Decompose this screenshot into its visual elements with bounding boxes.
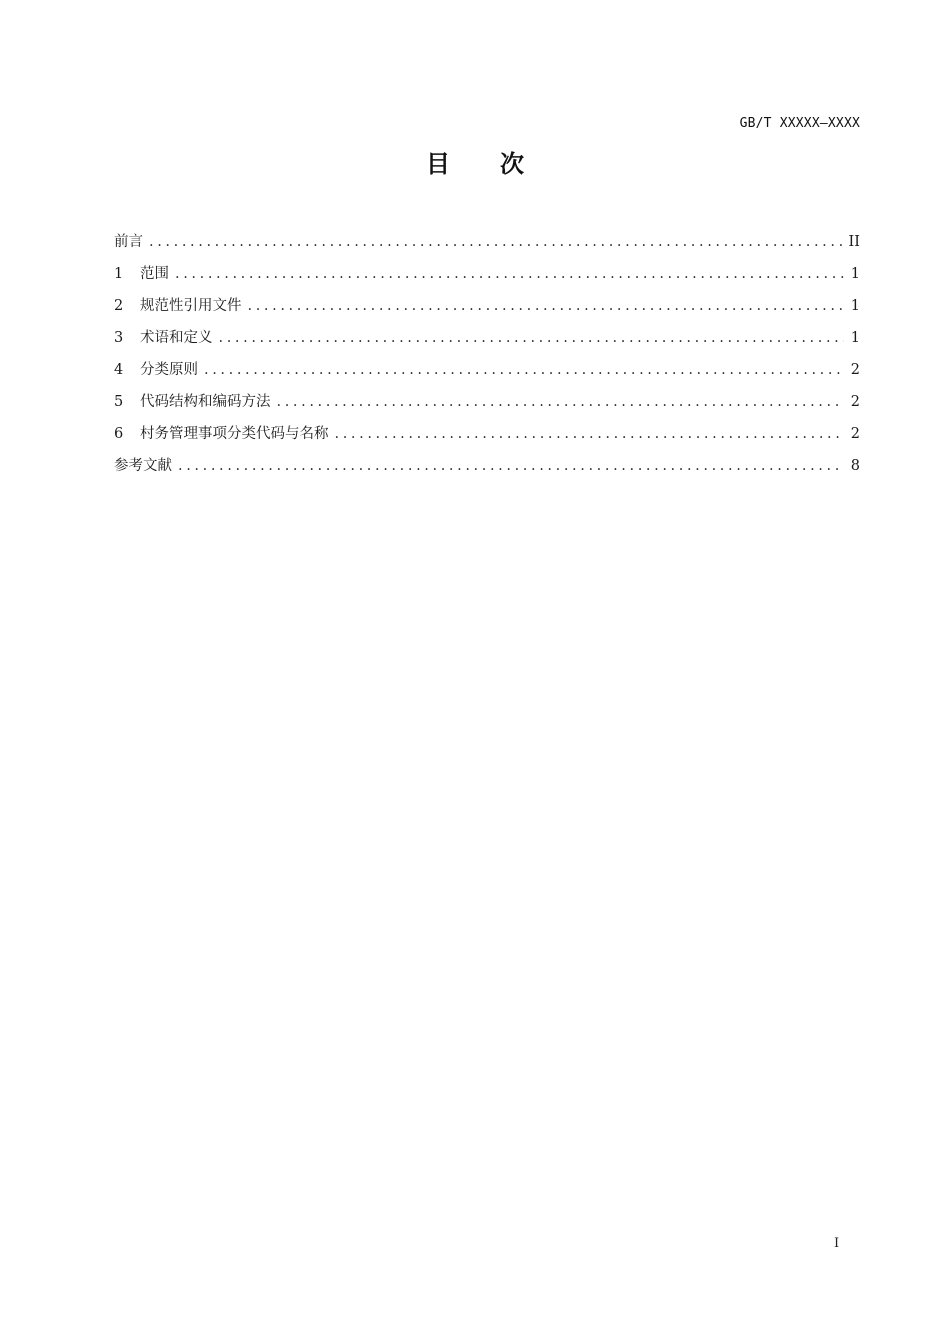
- toc-page-number: 2: [850, 394, 860, 410]
- toc-entry-label: 范围: [140, 266, 169, 282]
- toc-entry-bibliography[interactable]: [114, 454, 860, 486]
- toc-entry-label: 代码结构和编码方法: [140, 394, 271, 410]
- toc-page-number: 1: [850, 330, 860, 346]
- toc-dot-leader: [204, 358, 844, 382]
- toc-entry-label: 前言: [114, 234, 143, 250]
- page-title-char-1: 目: [426, 150, 450, 178]
- toc-entry-code-structure[interactable]: [114, 390, 860, 422]
- page-title: [0, 144, 950, 179]
- toc-entry-terms-definitions[interactable]: [114, 326, 860, 358]
- toc-entry-label: 术语和定义: [140, 330, 213, 346]
- page-title-char-2: 次: [500, 150, 524, 178]
- toc-entry-normative-references[interactable]: [114, 294, 860, 326]
- toc-page-number: 8: [850, 458, 860, 474]
- toc-entry-label: 村务管理事项分类代码与名称: [140, 426, 329, 442]
- toc-entry-scope[interactable]: [114, 262, 860, 294]
- toc-entry-classification-codes[interactable]: [114, 422, 860, 454]
- toc-dot-leader: [219, 326, 845, 350]
- toc-dot-leader: [178, 454, 844, 478]
- toc-dot-leader: [277, 390, 845, 414]
- standard-code: GB/T XXXXX—XXXX: [739, 116, 860, 131]
- toc-entry-number: 5: [114, 394, 124, 410]
- page-number: I: [834, 1236, 840, 1251]
- toc-entry-label: 规范性引用文件: [140, 298, 242, 314]
- toc-dot-leader: [175, 262, 844, 286]
- toc-entry-label: 分类原则: [140, 362, 198, 378]
- toc-entry-number: 6: [114, 426, 124, 442]
- toc-entry-number: 1: [114, 266, 124, 282]
- toc-entry-label: 参考文献: [114, 458, 172, 474]
- toc-page-number: II: [848, 234, 860, 250]
- toc-dot-leader: [248, 294, 845, 318]
- table-of-contents: [114, 230, 860, 486]
- toc-entry-number: 2: [114, 298, 124, 314]
- toc-page-number: 2: [850, 426, 860, 442]
- toc-page-number: 1: [850, 266, 860, 282]
- toc-entry-foreword[interactable]: [114, 230, 860, 262]
- toc-page-number: 1: [850, 298, 860, 314]
- toc-dot-leader: [149, 230, 843, 254]
- toc-dot-leader: [335, 422, 845, 446]
- toc-page-number: 2: [850, 362, 860, 378]
- toc-entry-number: 4: [114, 362, 124, 378]
- toc-entry-classification-principles[interactable]: [114, 358, 860, 390]
- toc-entry-number: 3: [114, 330, 124, 346]
